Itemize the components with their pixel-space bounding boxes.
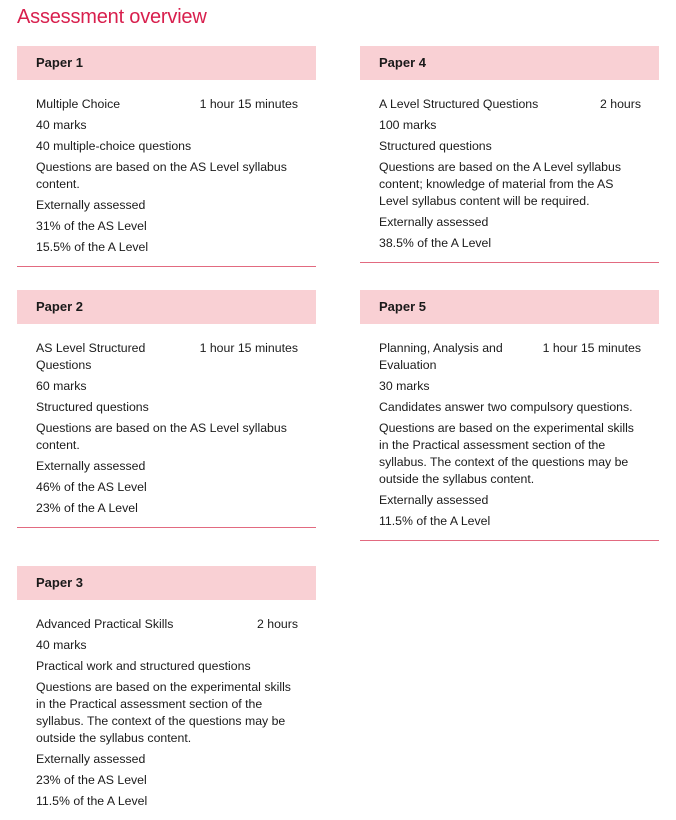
paper-2-body [17,324,316,527]
paper-4-body [360,80,659,262]
paper-2-name: AS Level Structured Questions [36,341,146,372]
paper-1-card [17,46,316,267]
paper-5-assessment: Externally assessed [379,493,489,507]
paper-2-marks: 60 marks [36,379,87,393]
paper-2-a-weight: 23% of the A Level [36,501,138,515]
paper-5-a-weight: 11.5% of the A Level [379,514,491,528]
paper-4-content: Questions are based on the A Level syllabus content; knowledge of material from the AS Level syllabus content will be required. [379,160,621,208]
paper-2-duration: 1 hour 15 minutes [199,341,298,355]
paper-1-content: Questions are based on the AS Level syllabus content. [36,160,287,191]
paper-5-duration: 1 hour 15 minutes [542,341,641,355]
paper-1-format: 40 multiple-choice questions [36,139,192,153]
paper-5-name: Planning, Analysis and Evaluation [379,341,503,372]
paper-1-name: Multiple Choice [36,97,121,111]
paper-3-format: Practical work and structured questions [36,659,251,673]
paper-3-card [17,566,316,820]
paper-2-card [17,290,316,528]
paper-2-content: Questions are based on the AS Level syllabus content. [36,421,287,452]
paper-4-a-weight: 38.5% of the A Level [379,236,492,250]
paper-2-title: Paper 2 [17,290,316,324]
paper-5-body [360,324,659,540]
paper-5-title: Paper 5 [360,290,659,324]
paper-3-name: Advanced Practical Skills [36,617,174,631]
paper-3-body [17,600,316,820]
paper-3-assessment: Externally assessed [36,752,146,766]
paper-1-body [17,80,316,266]
paper-5-marks: 30 marks [379,379,430,393]
paper-3-as-weight: 23% of the AS Level [36,773,147,787]
paper-3-duration: 2 hours [256,617,298,631]
paper-1-duration: 1 hour 15 minutes [199,97,298,111]
paper-1-marks: 40 marks [36,118,87,132]
paper-2-format: Structured questions [36,400,149,414]
paper-4-format: Structured questions [379,139,492,153]
paper-3-marks: 40 marks [36,638,87,652]
paper-3-a-weight: 11.5% of the A Level [36,794,148,808]
paper-5-format: Candidates answer two compulsory questions. [379,400,633,414]
paper-3-title: Paper 3 [17,566,316,600]
paper-2-assessment: Externally assessed [36,459,146,473]
paper-5-card [360,290,659,541]
paper-4-name: A Level Structured Questions [379,97,539,111]
paper-1-as-weight: 31% of the AS Level [36,219,147,233]
paper-1-title: Paper 1 [17,46,316,80]
paper-4-title: Paper 4 [360,46,659,80]
page-title: Assessment overview [17,6,207,28]
paper-4-assessment: Externally assessed [379,215,489,229]
paper-4-marks: 100 marks [379,118,437,132]
paper-4-card [360,46,659,263]
paper-5-content: Questions are based on the experimental skills in the Practical assessment section of the syllabus. The context of the questions may be outside the syllabus content. [379,421,634,486]
paper-2-as-weight: 46% of the AS Level [36,480,147,494]
paper-3-content: Questions are based on the experimental skills in the Practical assessment section of the syllabus. The context of the questions may be outside the syllabus content. [36,680,291,745]
paper-1-assessment: Externally assessed [36,198,146,212]
paper-4-duration: 2 hours [599,97,641,111]
paper-1-a-weight: 15.5% of the A Level [36,240,149,254]
